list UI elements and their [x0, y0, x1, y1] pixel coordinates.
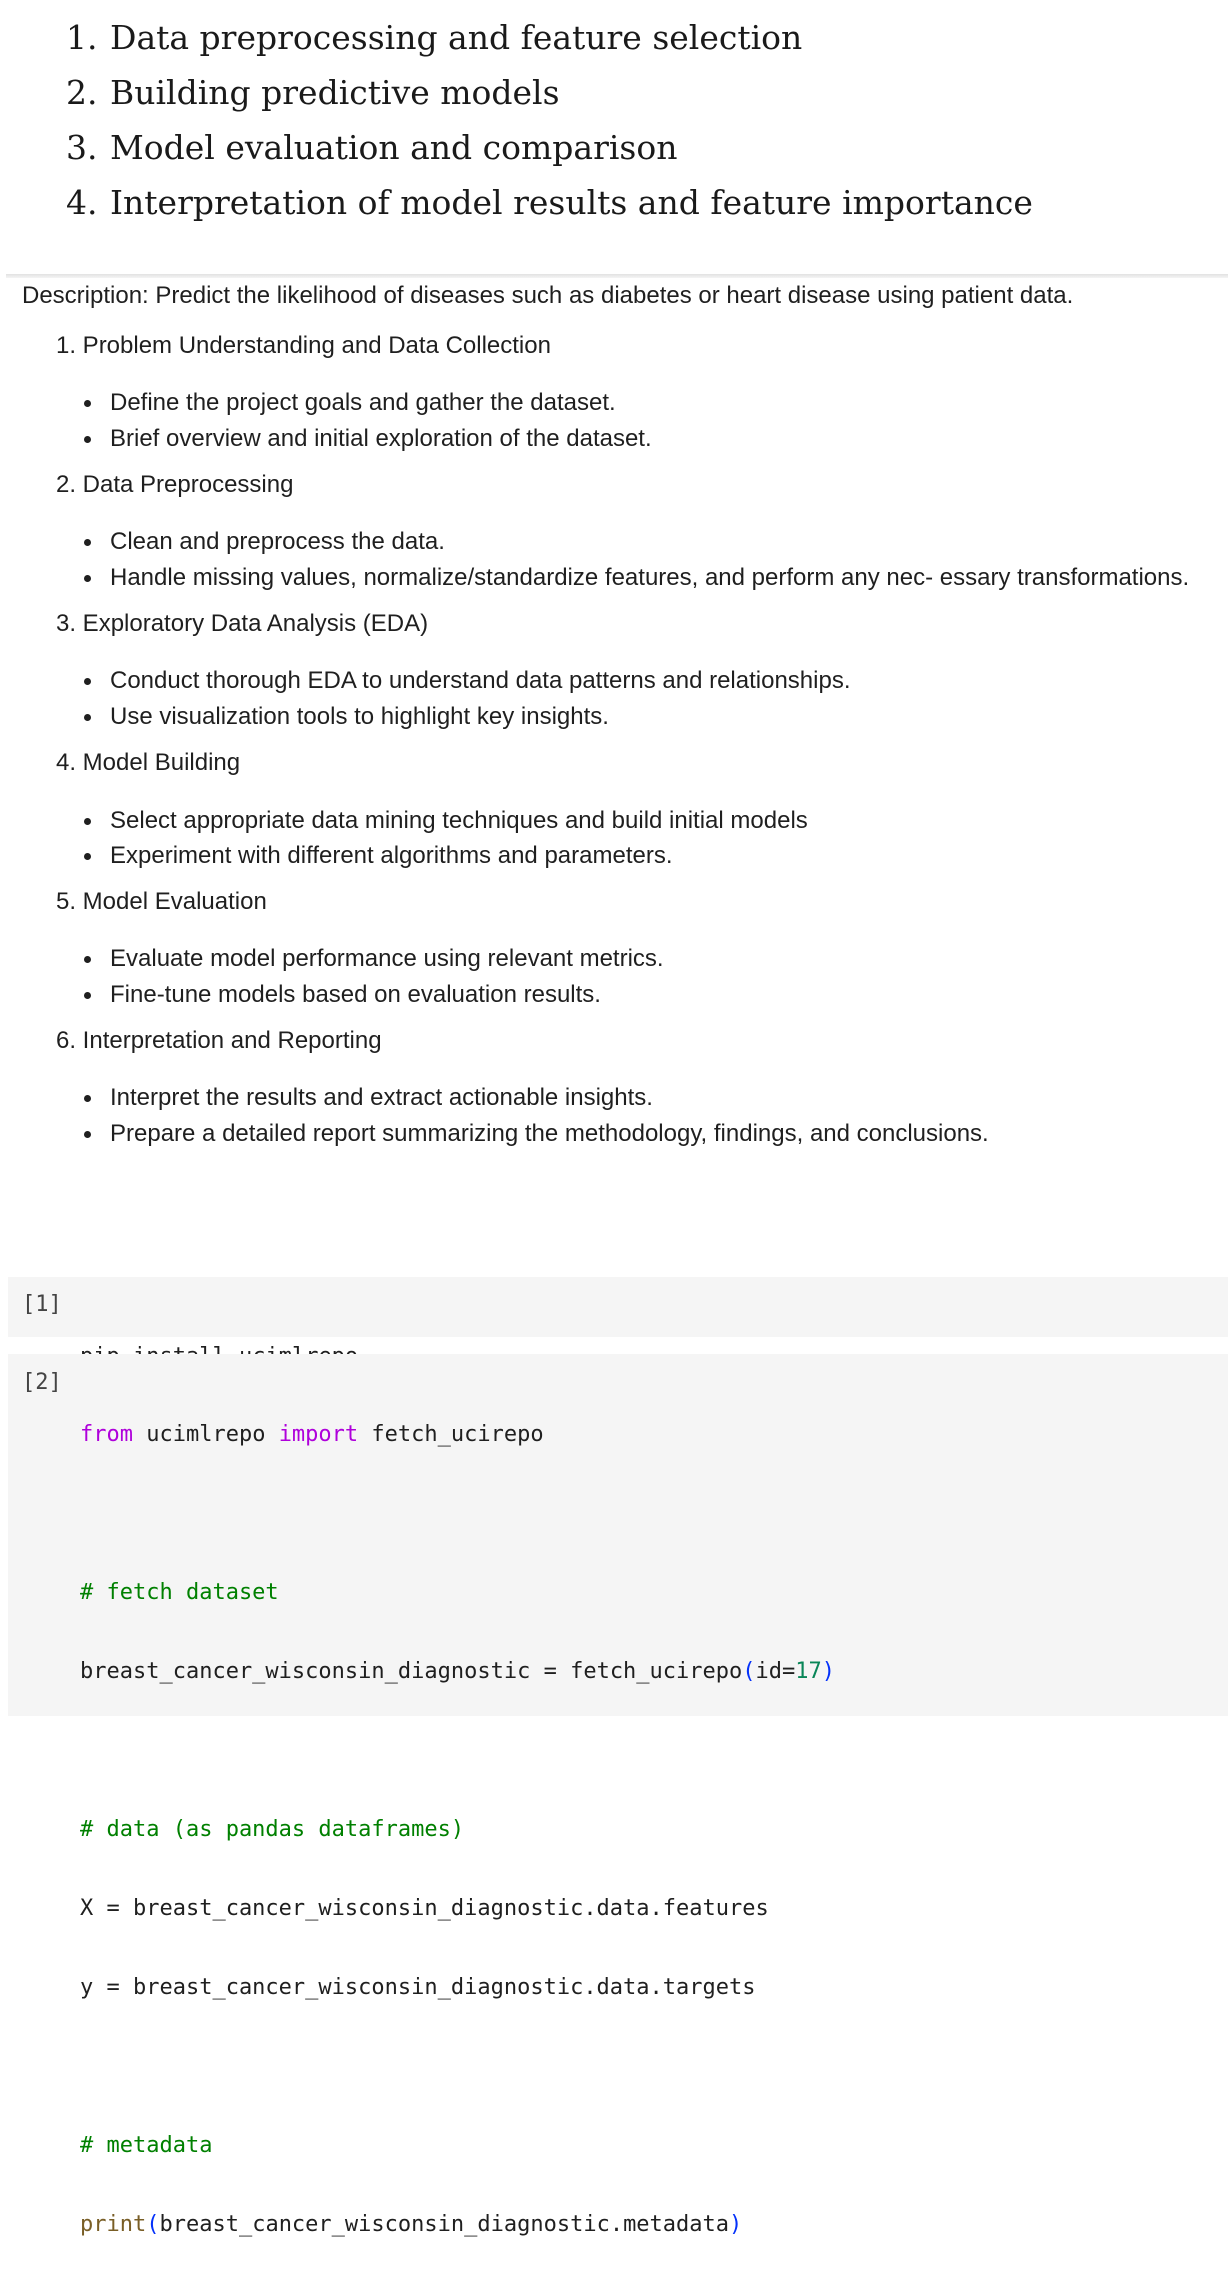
code-blank-line	[80, 2052, 835, 2081]
code-paren: (	[742, 1659, 756, 1684]
objective-item	[66, 128, 1033, 183]
objective-text: Building predictive models	[110, 73, 560, 112]
bullet-dot	[84, 853, 91, 860]
bullet-item	[58, 945, 664, 973]
bullet-text: Interpret the results and extract actionable insights.	[110, 1084, 653, 1111]
bullet-text: Handle missing values, normalize/standardize features, and perform any nec- essary transformations.	[110, 564, 1190, 591]
bullet-item	[58, 981, 601, 1009]
bullet-dot	[84, 1131, 91, 1138]
code-token: breast_cancer_wisconsin_diagnostic =	[80, 1659, 571, 1684]
code-blank-line	[80, 1736, 835, 1765]
bullet-item	[58, 807, 808, 835]
code-token: id=	[755, 1659, 796, 1684]
code-line	[80, 1420, 835, 1449]
code-line: X = breast_cancer_wisconsin_diagnostic.data.features	[80, 1896, 769, 1921]
bullet-item	[58, 703, 609, 731]
code-token: fetch_ucirepo	[358, 1422, 544, 1447]
objectives-list	[66, 18, 1033, 238]
code-number: 17	[795, 1659, 822, 1684]
objective-number: 2.	[66, 73, 98, 112]
code-paren: (	[146, 2212, 160, 2237]
bullet-text: Define the project goals and gather the dataset.	[110, 389, 616, 416]
bullet-dot	[84, 1095, 91, 1102]
bullet-text: Experiment with different algorithms and parameters.	[110, 842, 673, 869]
code-token: breast_cancer_wisconsin_diagnostic.metadata	[159, 2212, 730, 2237]
bullet-dot	[84, 818, 91, 825]
execution-count: [2]	[22, 1370, 62, 1395]
bullet-text: Fine-tune models based on evaluation results.	[110, 981, 601, 1008]
bullet-text: Conduct thorough EDA to understand data patterns and relationships.	[110, 667, 851, 694]
objective-number: 4.	[66, 183, 98, 222]
bullet-dot	[84, 678, 91, 685]
step-title: 3. Exploratory Data Analysis (EDA)	[56, 610, 429, 637]
objective-item	[66, 18, 1033, 73]
code-line: y = breast_cancer_wisconsin_diagnostic.data.targets	[80, 1975, 756, 2000]
bullet-text: Select appropriate data mining techniques and build initial models	[110, 807, 808, 834]
code-token: ucimlrepo	[132, 1422, 279, 1447]
objective-text: Interpretation of model results and feature importance	[110, 183, 1033, 222]
code-paren: )	[821, 1659, 836, 1684]
bullet-dot	[84, 956, 91, 963]
objective-item	[66, 183, 1033, 238]
bullet-item	[58, 1084, 653, 1112]
bullet-dot	[84, 714, 91, 721]
objective-number: 1.	[66, 18, 98, 57]
step-title: 5. Model Evaluation	[56, 888, 267, 915]
bullet-dot	[84, 575, 91, 582]
code-comment: # metadata	[80, 2133, 213, 2158]
project-description: Description: Predict the likelihood of diseases such as diabetes or heart disease using patient data.	[22, 282, 1074, 309]
bullet-text: Prepare a detailed report summarizing the methodology, findings, and conclusions.	[110, 1120, 989, 1147]
bullet-text: Evaluate model performance using relevant metrics.	[110, 945, 664, 972]
bullet-dot	[84, 436, 91, 443]
bullet-text: Clean and preprocess the data.	[110, 528, 445, 555]
bullet-item	[58, 667, 851, 695]
bullet-dot	[84, 539, 91, 546]
objective-number: 3.	[66, 128, 98, 167]
cell-divider	[6, 274, 1228, 278]
code-editor[interactable]	[80, 1370, 835, 2289]
objective-text: Data preprocessing and feature selection	[110, 18, 803, 57]
bullet-item	[58, 564, 1189, 592]
bullet-text: Use visualization tools to highlight key insights.	[110, 703, 609, 730]
code-cell[interactable]	[8, 1277, 1228, 1337]
objective-item	[66, 73, 1033, 128]
bullet-dot	[84, 992, 91, 999]
code-comment: # fetch dataset	[80, 1580, 279, 1605]
bullet-item	[58, 389, 616, 417]
step-title: 2. Data Preprocessing	[56, 471, 294, 498]
code-keyword: from	[80, 1422, 133, 1447]
bullet-text: Brief overview and initial exploration of the dataset.	[110, 425, 652, 452]
code-line	[80, 1657, 835, 1686]
code-line	[80, 2210, 835, 2239]
code-comment: # data (as pandas dataframes)	[80, 1817, 465, 1842]
code-paren: )	[729, 2212, 743, 2237]
bullet-item	[58, 425, 652, 453]
execution-count: [1]	[22, 1292, 62, 1317]
code-keyword: import	[278, 1422, 359, 1447]
code-cell[interactable]	[8, 1354, 1228, 2237]
step-title: 4. Model Building	[56, 749, 241, 776]
bullet-dot	[84, 400, 91, 407]
step-title: 6. Interpretation and Reporting	[56, 1027, 382, 1054]
bullet-item	[58, 1120, 989, 1148]
step-title: 1. Problem Understanding and Data Collection	[56, 332, 551, 359]
bullet-item	[58, 842, 673, 870]
code-builtin: print	[80, 2212, 147, 2237]
objective-text: Model evaluation and comparison	[110, 128, 678, 167]
code-token: fetch_ucirepo	[570, 1659, 743, 1684]
bullet-item	[58, 528, 445, 556]
code-blank-line	[80, 1499, 835, 1528]
